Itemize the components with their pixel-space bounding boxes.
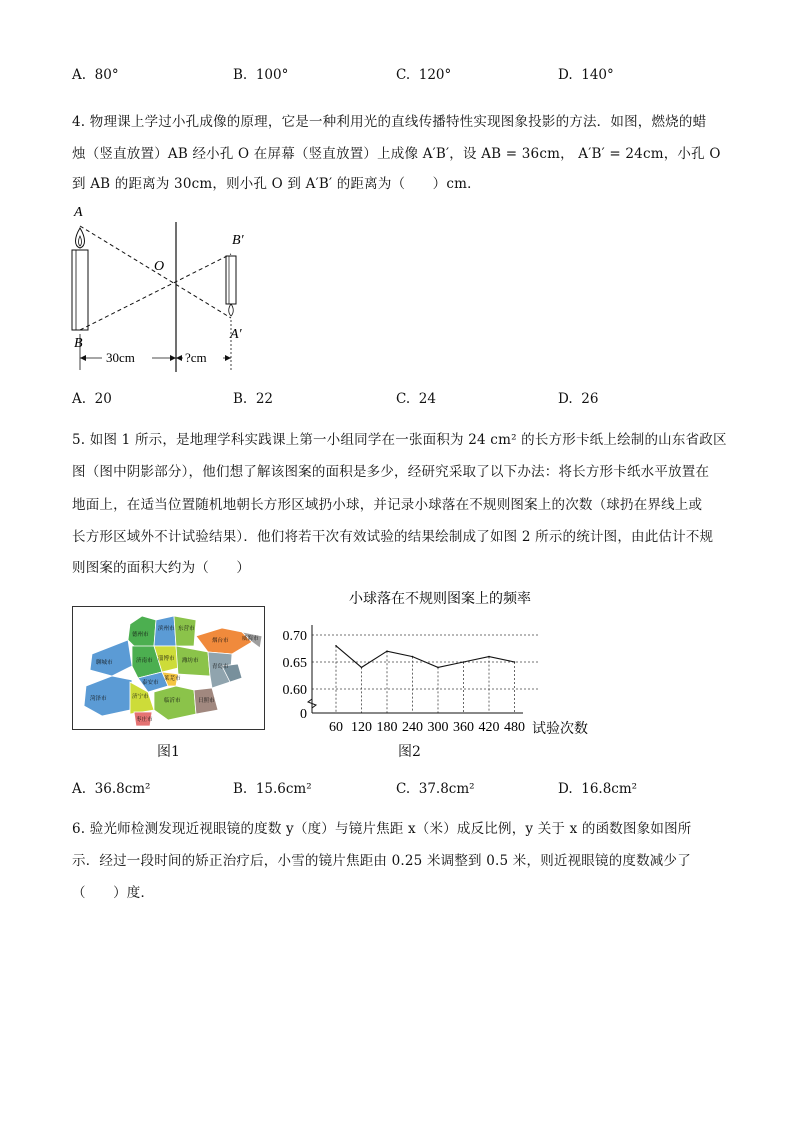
data-point [412,656,414,658]
svg-text:临沂市: 临沂市 [164,698,181,704]
q4-option-d[interactable]: D. 26 [558,391,599,407]
frequency-line [336,646,515,668]
x-tick-label: 420 [478,720,500,735]
fig2-caption: 图2 [398,744,421,760]
label-b: B [74,336,83,351]
svg-text:日照市: 日照市 [198,698,215,704]
x-tick-label: 180 [376,720,398,735]
q5-option-a[interactable]: A. 36.8cm² [72,781,151,797]
chart-xlabel: 试验次数 [532,722,588,737]
chart-series [335,645,515,668]
svg-text:聊城市: 聊城市 [96,660,113,666]
svg-text:潍坊市: 潍坊市 [182,658,199,664]
fig1-caption: 图1 [157,744,180,760]
q3-option-a[interactable]: A. 80° [72,67,119,83]
q3-option-b[interactable]: B. 100° [233,67,289,83]
svg-text:青岛市: 青岛市 [212,664,229,670]
label-o: O [154,259,165,274]
x-tick-label: 480 [504,720,525,735]
y-tick-label: 0 [300,707,307,722]
data-point [514,661,516,663]
chart-yticks [283,629,308,722]
q5-stem-line-5: 则图案的面积大约为（ ） [72,560,251,576]
x-tick-label: 240 [402,720,423,735]
q5-stem-line-3: 地面上，在适当位置随机地朝长方形区域扔小球，并记录小球落在不规则图案上的次数（球扔在界线上或 [72,497,703,513]
q4-option-b[interactable]: B. 22 [233,391,273,407]
q4-option-a[interactable]: A. 20 [72,391,112,407]
q6-stem-line-3: （ ）度． [72,885,155,901]
data-point [488,656,490,658]
label-a: A [74,205,83,220]
x-tick-label: 60 [329,720,343,735]
chart-xticks [329,720,525,735]
svg-text:济南市: 济南市 [136,658,153,664]
y-tick-label: 0.65 [282,656,307,671]
q6-stem-line-2: 示．经过一段时间的矫正治疗后，小雪的镜片焦距由 0.25 米调整到 0.5 米，则近视眼镜的度数减少了 [72,853,691,869]
svg-text:滨州市: 滨州市 [158,626,175,632]
data-point [335,645,337,647]
data-point [361,667,363,669]
q4-stem-line-2: 烛（竖直放置）AB 经小孔 O 在屏幕（竖直放置）上成像 A′B′，设 AB = 36cm， A′B′ = 24cm，小孔 O [72,146,721,162]
q5-option-d[interactable]: D. 16.8cm² [558,781,638,797]
data-point [437,667,439,669]
dim-right-label: ?cm [185,350,207,365]
frequency-chart [280,585,610,745]
q4-stem-line-1: 4. 物理课上学过小孔成像的原理，它是一种利用光的直线传播特性实现图象投影的方法．如图，燃烧的蜡 [72,114,707,130]
chart-title: 小球落在不规则图案上的频率 [349,592,531,607]
image-candle [226,256,236,316]
q5-stem-line-4: 长方形区域外不计试验结果）．他们将若干次有效试验的结果绘制成了如图 2 所示的统计图，由此估计不规 [72,529,714,545]
dim-left-label: 30cm [106,350,135,365]
svg-text:泰安市: 泰安市 [142,680,159,686]
data-point [463,661,465,663]
label-b-prime: B′ [232,233,244,248]
shandong-map-figure [72,606,265,730]
svg-text:东营市: 东营市 [178,626,195,632]
svg-text:烟台市: 烟台市 [212,638,229,644]
q5-option-c[interactable]: C. 37.8cm² [396,781,475,797]
q5-stem-line-1: 5. 如图 1 所示，是地理学科实践课上第一小组同学在一张面积为 24 cm² 的长方形卡纸上绘制的山东省政区 [72,432,727,448]
data-point [386,650,388,652]
x-tick-label: 120 [351,720,372,735]
q4-stem-line-3: 到 AB 的距离为 30cm，则小孔 O 到 A′B′ 的距离为（ ）cm． [72,176,481,192]
svg-text:威海市: 威海市 [242,636,259,642]
candle [72,228,88,330]
pinhole-figure [66,200,266,375]
x-tick-label: 360 [453,720,474,735]
svg-text:济宁市: 济宁市 [132,694,149,700]
q5-option-b[interactable]: B. 15.6cm² [233,781,312,797]
svg-text:菏泽市: 菏泽市 [90,696,107,702]
label-a-prime: A′ [230,327,242,342]
svg-text:淄博市: 淄博市 [158,656,175,662]
x-tick-label: 300 [427,720,449,735]
y-tick-label: 0.70 [282,629,307,644]
chart-grid [312,635,538,713]
chart-axes [308,625,523,713]
svg-text:德州市: 德州市 [132,632,149,638]
svg-text:莱芜市: 莱芜市 [164,676,181,682]
svg-text:枣庄市: 枣庄市 [136,717,153,723]
q3-option-d[interactable]: D. 140° [558,67,614,83]
q5-stem-line-2: 图（图中阴影部分），他们想了解该图案的面积是多少，经研究采取了以下办法：将长方形卡纸水平放置在 [72,464,710,480]
q3-option-c[interactable]: C. 120° [396,67,452,83]
y-tick-label: 0.60 [282,683,307,698]
q4-option-c[interactable]: C. 24 [396,391,436,407]
q6-stem-line-1: 6. 验光师检测发现近视眼镜的度数 y（度）与镜片焦距 x（米）成反比例，y 关于 x 的函数图象如图所 [72,821,692,837]
